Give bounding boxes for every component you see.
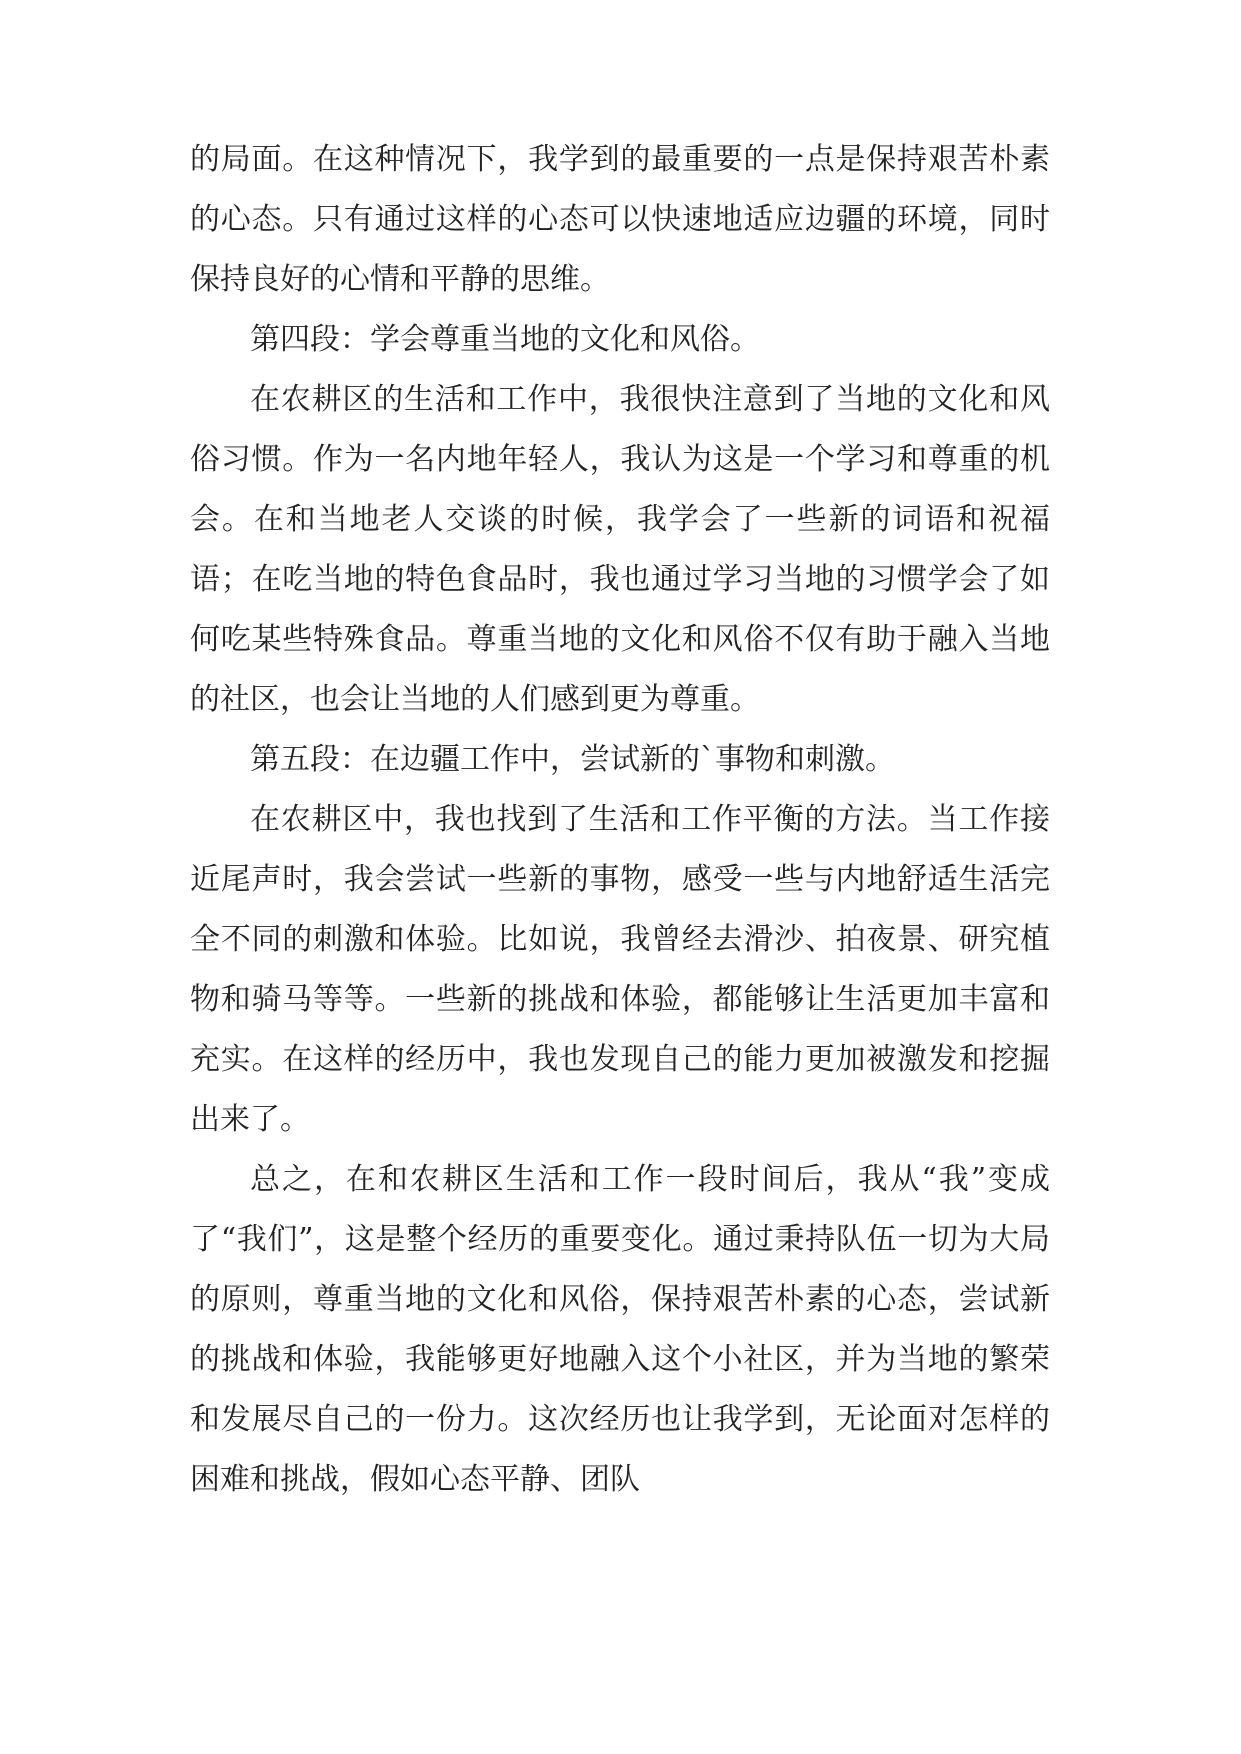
section-heading-4: 第四段：学会尊重当地的文化和风俗。 (250, 322, 760, 357)
paragraph-new-experiences: 在农耕区中，我也找到了生活和工作平衡的方法。当工作接近尾声时，我会尝试一些新的事物，感受一些与内地舒适生活完全不同的刺激和体验。比如说，我曾经去滑沙、拍夜景、研究植物和骑马等等。一些新的挑战和体验，都能够让生活更加丰富和充实。在这样的经历中，我也发现自己的能力更加被激发和挖掘出来了。 (190, 802, 1050, 1137)
paragraph-culture: 在农耕区的生活和工作中，我很快注意到了当地的文化和风俗习惯。作为一名内地年轻人，我认为这是一个学习和尊重的机会。在和当地老人交谈的时候，我学会了一些新的词语和祝福语；在吃当地的特色食品时，我也通过学习当地的习惯学会了如何吃某些特殊食品。尊重当地的文化和风俗不仅有助于融入当地的社区，也会让当地的人们感到更为尊重。 (190, 382, 1050, 717)
paragraph-conclusion: 总之，在和农耕区生活和工作一段时间后，我从“我”变成了“我们”，这是整个经历的重要变化。通过秉持队伍一切为大局的原则，尊重当地的文化和风俗，保持艰苦朴素的心态，尝试新的挑战和体验，我能够更好地融入这个小社区，并为当地的繁荣和发展尽自己的一份力。这次经历也让我学到，无论面对怎样的困难和挑战，假如心态平静、团队 (190, 1162, 1050, 1497)
document-body (190, 130, 1050, 1510)
paragraph-continuation: 的局面。在这种情况下，我学到的最重要的一点是保持艰苦朴素的心态。只有通过这样的心态可以快速地适应边疆的环境，同时保持良好的心情和平静的思维。 (190, 142, 1050, 297)
section-heading-5: 第五段：在边疆工作中，尝试新的`事物和刺激。 (250, 742, 895, 777)
